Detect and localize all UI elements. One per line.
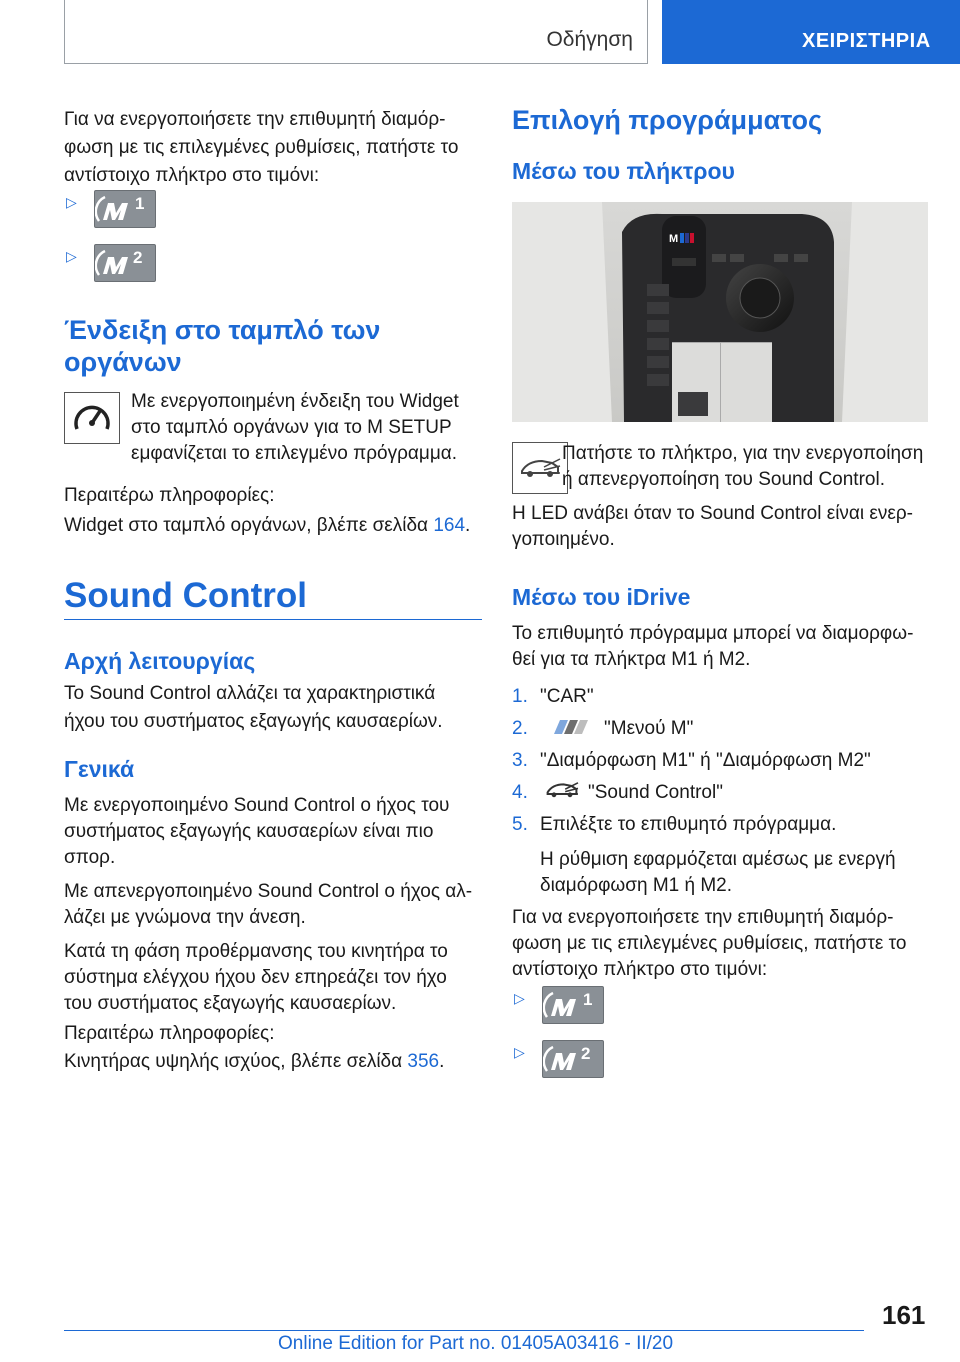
idrive-line-2: θεί για τα πλήκτρα M1 ή M2.: [512, 649, 751, 670]
intro-line-2: φωση με τις επιλεγμένες ρυθμίσεις, πατήστε το: [64, 137, 459, 158]
step-text: "Μενού M": [604, 718, 694, 739]
display-note-line-1: Με ενεργοποιημένη ένδειξη του Widget: [131, 391, 459, 412]
m1-digit: 1: [583, 990, 593, 1009]
m-stripes-icon: [546, 718, 594, 741]
outro-line-2: φωση με τις επιλεγμένες ρυθμίσεις, πατήστε το: [512, 933, 907, 954]
sound-control-small-icon: [542, 778, 582, 807]
step-number: 2.: [512, 718, 528, 739]
button-note-line-2: ή απενεργοποίηση του Sound Control.: [562, 469, 885, 490]
m1-button-icon: [94, 190, 156, 228]
display-title-line-1: Ένδειξη στο ταμπλό των: [64, 315, 381, 345]
bullet-triangle-icon: ▷: [66, 248, 77, 264]
general-p3-line-1: Κατά τη φάση προθέρμανσης του κινητήρα το: [64, 941, 448, 962]
page-number: 161: [882, 1300, 926, 1330]
led-line-2: γοποιημένο.: [512, 529, 615, 550]
led-line-1: Η LED ανάβει όταν το Sound Control είναι ενερ-: [512, 503, 913, 524]
m1-button-icon: [542, 986, 604, 1024]
header-chapter-label: ΧΕΙΡΙΣΤΗΡΙΑ: [802, 30, 931, 52]
more-info-label-2: Περαιτέρω πληροφορίες:: [64, 1023, 275, 1044]
sound-control-icon: [512, 442, 568, 494]
display-note-line-2: στο ταμπλό οργάνων για το M SETUP: [131, 417, 452, 438]
bullet-triangle-icon: ▷: [514, 1044, 525, 1060]
step-number: 1.: [512, 686, 528, 707]
svg-text:M: M: [669, 233, 679, 245]
general-title: Γενικά: [64, 756, 135, 782]
header-section-label: Οδήγηση: [546, 28, 633, 51]
outro-line-1: Για να ενεργοποιήσετε την επιθυμητή διαμόρ-: [512, 907, 894, 928]
outro-line-3: αντίστοιχο πλήκτρο στο τιμόνι:: [512, 959, 768, 980]
intro-line-1: Για να ενεργοποιήσετε την επιθυμητή διαμόρ-: [64, 109, 446, 130]
header-chapter-tab: [662, 0, 960, 64]
header-section-tab: [64, 0, 648, 64]
m2-button-icon: [94, 244, 156, 282]
principle-line-2: ήχου του συστήματος εξαγωγής καυσαερίων.: [64, 711, 443, 732]
step-text: Επιλέξτε το επιθυμητό πρόγραμμα.: [540, 814, 837, 835]
principle-line-1: Το Sound Control αλλάζει τα χαρακτηριστικά: [64, 683, 436, 704]
step-text: "Sound Control": [588, 782, 723, 803]
bullet-triangle-icon: ▷: [66, 194, 77, 210]
m2-digit: 2: [581, 1044, 591, 1063]
display-title-line-2: οργάνων: [64, 347, 182, 377]
m2-digit: 2: [133, 248, 143, 267]
speedometer-icon: [64, 392, 120, 444]
via-idrive-title: Μέσω του iDrive: [512, 584, 691, 610]
footer-divider: [64, 1330, 864, 1331]
step5-sub-line-1: Η ρύθμιση εφαρμόζεται αμέσως με ενεργή: [540, 849, 896, 870]
general-p1-line-1: Με ενεργοποιημένο Sound Control ο ήχος του: [64, 795, 450, 816]
m2-button-icon: [542, 1040, 604, 1078]
widget-page-link[interactable]: 164: [433, 515, 466, 536]
general-p2-line-2: λάζει με γνώμονα την άνεση.: [64, 907, 306, 928]
footer-edition: Online Edition for Part no. 01405A03416 - II/20: [278, 1333, 674, 1354]
select-program-title: Επιλογή προγράμματος: [512, 105, 823, 135]
general-p1-line-2: συστήματος εξαγωγής καυσαερίων είναι πιο: [64, 821, 434, 842]
widget-reference: Widget στο ταμπλό οργάνων, βλέπε σελίδα 164.: [64, 515, 471, 536]
sound-control-title: Sound Control: [64, 576, 308, 615]
button-note-line-1: Πατήστε το πλήκτρο, για την ενεργοποίηση: [562, 443, 924, 464]
more-info-label: Περαιτέρω πληροφορίες:: [64, 485, 275, 506]
engine-reference: Κινητήρας υψηλής ισχύος, βλέπε σελίδα 356.: [64, 1051, 445, 1072]
display-note-line-3: εμφανίζεται το επιλεγμένο πρόγραμμα.: [131, 443, 458, 464]
general-p2-line-1: Με απενεργοποιημένο Sound Control ο ήχος αλ-: [64, 881, 473, 902]
step-number: 4.: [512, 782, 528, 803]
step-text: "CAR": [540, 686, 594, 707]
step-number: 5.: [512, 814, 528, 835]
m1-digit: 1: [135, 194, 145, 213]
general-p3-line-3: του συστήματος εξαγωγής καυσαερίων.: [64, 993, 397, 1014]
engine-page-link[interactable]: 356: [407, 1051, 440, 1072]
center-console-photo: [512, 202, 928, 422]
principle-title: Αρχή λειτουργίας: [64, 648, 256, 674]
step5-sub-line-2: διαμόρφωση M1 ή M2.: [540, 875, 733, 896]
section-divider: [64, 619, 482, 620]
via-button-title: Μέσω του πλήκτρου: [512, 158, 735, 184]
general-p3-line-2: σύστημα ελέγχου ήχου δεν επηρεάζει τον ήχο: [64, 967, 447, 988]
idrive-line-1: Το επιθυμητό πρόγραμμα μπορεί να διαμορφω-: [512, 623, 914, 644]
step-text: "Διαμόρφωση M1" ή "Διαμόρφωση M2": [540, 750, 871, 771]
bullet-triangle-icon: ▷: [514, 990, 525, 1006]
intro-line-3: αντίστοιχο πλήκτρο στο τιμόνι:: [64, 165, 320, 186]
general-p1-line-3: σπορ.: [64, 847, 116, 868]
step-number: 3.: [512, 750, 528, 771]
